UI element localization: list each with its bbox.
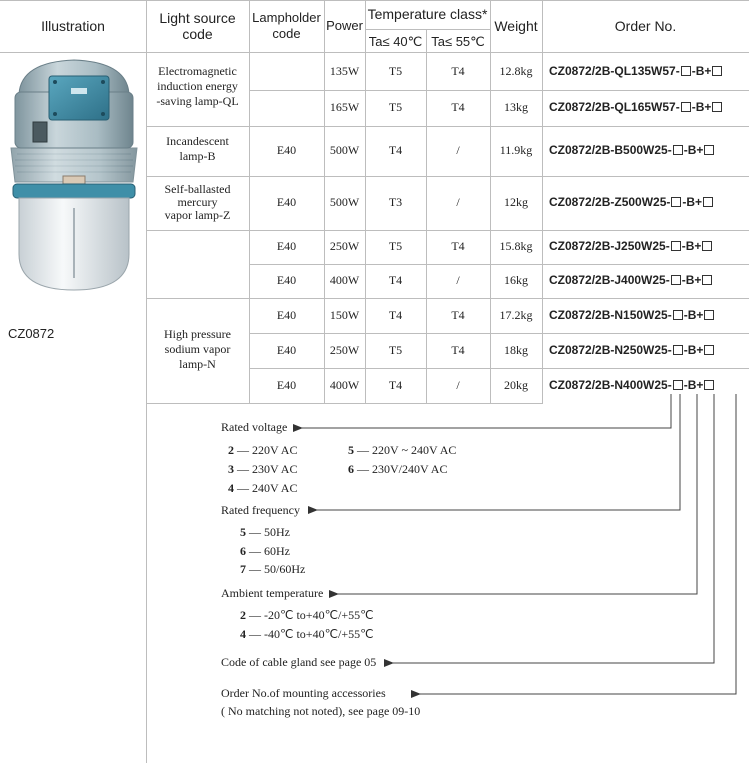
light-source-b: Incandescent lamp-B [166,134,229,163]
temp-class-40-cell: T4 [388,378,403,392]
lampholder-cell: E40 [276,308,297,322]
header-order-no: Order No. [614,18,677,34]
order-number-prefix: CZ0872/2B-J400W25- [549,273,670,287]
temp-class-40-cell: T5 [388,100,403,114]
temp-class-55-cell: / [456,143,460,157]
lampholder-cell: E40 [276,195,297,209]
order-number-prefix: CZ0872/2B-N250W25- [549,343,672,357]
lampholder-cell: E40 [276,273,297,287]
temp-class-40-cell: T4 [388,143,403,157]
frequency-option: 5 — 50Hz [240,525,290,539]
power-cell: 135W [329,64,360,78]
header-power: Power [326,18,363,33]
order-number-prefix: CZ0872/2B-QL135W57- [549,64,680,78]
model-name: CZ0872 [8,326,55,341]
order-number-suffix: -B+ [681,273,702,287]
lampholder-cell: E40 [276,378,297,392]
order-number-prefix: CZ0872/2B-Z500W25- [549,195,671,209]
order-number-suffix: -B+ [683,308,704,322]
temp-class-55-cell: T4 [451,64,465,78]
voltage-option: 3 — 230V AC [228,462,298,476]
temp-class-40-cell: T4 [388,308,403,322]
temp-class-55-cell: T4 [451,343,465,357]
order-number-prefix: CZ0872/2B-J250W25- [549,239,670,253]
ambient-option: 4 — -40℃ to+40℃/+55℃ [240,627,374,641]
temp-class-55-cell: T4 [451,239,465,253]
weight-cell: 13kg [504,100,528,114]
weight-cell: 15.8kg [499,239,533,253]
power-cell: 500W [329,195,360,209]
voltage-option: 4 — 240V AC [228,481,298,495]
weight-cell: 16kg [504,273,528,287]
voltage-option: 2 — 220V AC [228,443,298,457]
power-cell: 500W [329,143,360,157]
power-cell: 400W [329,378,360,392]
weight-cell: 11.9kg [499,143,533,157]
weight-cell: 17.2kg [499,308,533,322]
header-temperature-class: Temperature class* [367,6,488,22]
temp-class-55-cell: / [456,195,460,209]
label-rated-voltage: Rated voltage [221,420,288,434]
voltage-option: 5 — 220V ~ 240V AC [348,443,457,457]
weight-cell: 12.8kg [499,64,533,78]
header-lampholder: Lampholder code [252,10,321,41]
header-weight: Weight [494,18,538,34]
header-light-source: Light source code [159,10,236,42]
header-ta55: Ta≤ 55℃ [431,34,485,49]
temp-class-55-cell: / [456,378,460,392]
header-ta40: Ta≤ 40℃ [368,34,423,49]
power-cell: 250W [329,239,360,253]
order-number-suffix: -B+ [683,378,704,392]
order-number-suffix: -B+ [682,195,703,209]
ambient-option: 2 — -20℃ to+40℃/+55℃ [240,608,374,622]
power-cell: 165W [329,100,360,114]
power-cell: 400W [329,273,360,287]
temp-class-40-cell: T5 [388,239,403,253]
temp-class-55-cell: T4 [451,308,465,322]
lampholder-cell: E40 [276,239,297,253]
power-cell: 150W [329,308,360,322]
temp-class-55-cell: / [456,273,460,287]
order-number-prefix: CZ0872/2B-N150W25- [549,308,672,322]
light-source-n: High pressure sodium vapor lamp-N [164,327,231,371]
weight-cell: 18kg [504,343,528,357]
order-number-suffix: -B+ [691,64,712,78]
order-number-suffix: -B+ [691,100,712,114]
lampholder-cell: E40 [276,343,297,357]
temp-class-40-cell: T5 [388,64,403,78]
voltage-option: 6 — 230V/240V AC [348,462,448,476]
order-number-suffix: -B+ [681,239,702,253]
temp-class-40-cell: T5 [388,343,403,357]
lampholder-cell: E40 [276,143,297,157]
power-cell: 250W [329,343,360,357]
frequency-option: 6 — 60Hz [240,544,290,558]
label-ambient-temperature: Ambient temperature [221,586,324,600]
frequency-option: 7 — 50/60Hz [240,562,306,576]
temp-class-40-cell: T3 [388,195,403,209]
order-number-prefix: CZ0872/2B-N400W25- [549,378,672,392]
light-source-z: Self-ballasted mercury vapor lamp-Z [164,182,231,222]
label-cable-gland: Code of cable gland see page 05 [221,655,377,669]
label-mounting-note: ( No matching not noted), see page 09-10 [221,704,421,718]
light-source-ql: Electromagnetic induction energy -saving lamp-QL [156,64,239,108]
order-number-prefix: CZ0872/2B-QL165W57- [549,100,680,114]
header-illustration: Illustration [41,18,105,34]
order-number-suffix: -B+ [683,143,704,157]
weight-cell: 20kg [504,378,528,392]
label-mounting-accessories: Order No.of mounting accessories [221,686,386,700]
temp-class-55-cell: T4 [451,100,465,114]
order-number-suffix: -B+ [683,343,704,357]
order-number-prefix: CZ0872/2B-B500W25- [549,143,672,157]
weight-cell: 12kg [504,195,528,209]
label-rated-frequency: Rated frequency [221,503,300,517]
temp-class-40-cell: T4 [388,273,403,287]
